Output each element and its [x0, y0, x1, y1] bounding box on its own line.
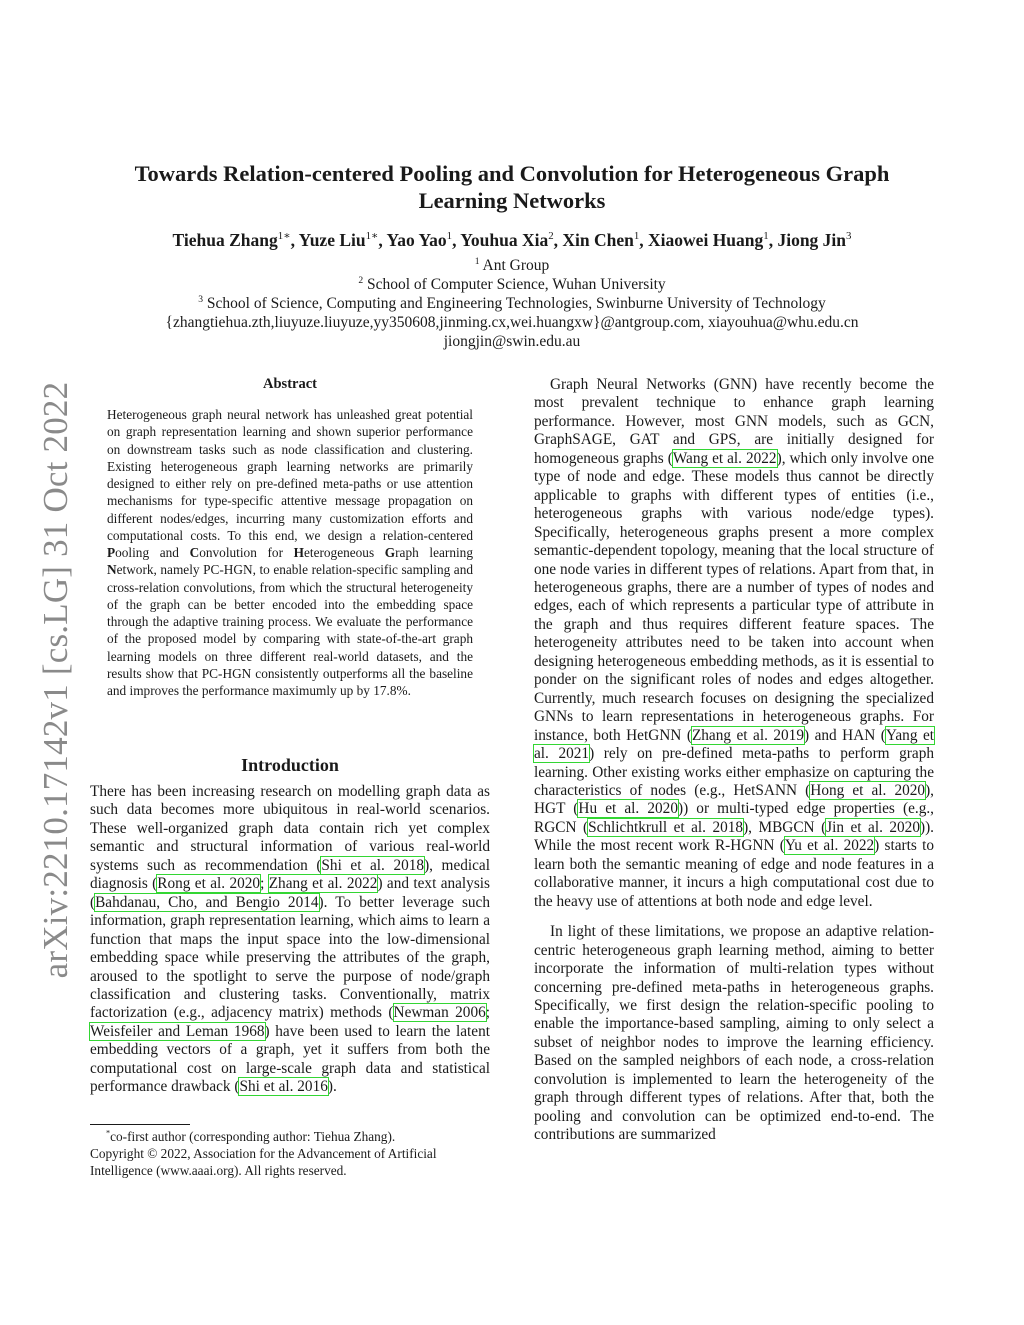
- footnote-cofirst: *co-first author (corresponding author: Tiehua Zhang).: [106, 1128, 396, 1144]
- author-affiliation-mark: 1: [446, 230, 453, 243]
- paper-title: Towards Relation-centered Pooling and Convolution for Heterogeneous Graph Learning Networks: [134, 161, 890, 213]
- author-name: Youhua Xia: [460, 230, 549, 250]
- footnote-copyright: Copyright © 2022, Association for the Advancement of Artificial Intelligence (www.aaai.org). All rights reserved.: [90, 1146, 437, 1178]
- citation-link[interactable]: Zhang et al. 2022: [268, 875, 378, 893]
- author-affiliation-mark: 1∗: [365, 230, 379, 243]
- citation-link[interactable]: Wang et al. 2022: [672, 449, 777, 467]
- author-name: Xin Chen: [562, 230, 634, 250]
- acronym-letter: N: [107, 562, 117, 578]
- author-name: Yuze Liu: [298, 230, 366, 250]
- body-paragraph: There has been increasing research on modelling graph data as such data becomes more ubiquitous in real-world scenarios. These well-organized graph data contain rich yet complex semantic and structural information of various real-world systems such as recommendation (Shi et al. 2018), medical diagnosis (Rong et al. 2020; Zhang et al. 2022) and text analysis (Bahdanau, Cho, and Bengio 2014). To better leverage such information, graph representation learning, which aims to learn a function that maps the input space into the low-dimensional embedding space while preserving the attributes of the graph, aroused to the spotlight to serve the purpose of node/graph classification and clustering tasks. Conventionally, matrix factorization (e.g., adjacency matrix) methods (Newman 2006; Weisfeiler and Leman 1968) have been used to learn the latent embedding vectors of a graph, yet it suffers from both the computational cost on large-scale graph data and statistical performance drawback (Shi et al. 2016).: [90, 783, 491, 1096]
- left-column-text: [90, 783, 490, 1097]
- acronym-letter: H: [293, 545, 304, 560]
- arxiv-stamp: arXiv:2210.17142v1 [cs.LG] 31 Oct 2022: [36, 381, 75, 979]
- author-affiliation-mark: 2: [548, 230, 554, 243]
- citation-link[interactable]: Weisfeiler and Leman 1968: [90, 1022, 265, 1040]
- email-line-2: jiongjin@swin.edu.au: [443, 333, 581, 350]
- author-affiliation-mark: 1: [763, 230, 769, 243]
- citation-link[interactable]: Shi et al. 2018: [321, 856, 425, 874]
- abstract-heading: Abstract: [263, 376, 317, 392]
- citation-link[interactable]: Rong et al. 2020: [157, 875, 261, 893]
- citation-link[interactable]: Bahdanau, Cho, and Bengio 2014: [95, 893, 319, 911]
- citation-link[interactable]: Yu et al. 2022: [784, 837, 875, 855]
- acronym-letter: C: [189, 545, 200, 560]
- author-affiliation-mark: 1∗: [277, 230, 291, 243]
- author-name: Xiaowei Huang: [648, 230, 764, 250]
- citation-link[interactable]: Hu et al. 2020: [578, 800, 678, 818]
- author-affiliation-mark: 1: [633, 230, 640, 243]
- affiliation-3: $^3$ School of Science, Computing and Engineering Technologies, Swinburne University of Technology: [198, 293, 826, 312]
- citation-link[interactable]: Shi et al. 2016: [239, 1078, 328, 1096]
- acronym-letter: P: [107, 545, 116, 560]
- acronym-letter: G: [384, 545, 396, 560]
- abstract-body: Heterogeneous graph neural network has unleashed great potential on graph representation learning and shown superior performance on downstream tasks such as node classification and clustering. Existing heterogeneous graph learning networks are primarily designed to either rely on pre-defined meta-paths or use attention mechanisms for type-specific attentive message propagation on different nodes/edges, incurring many customization efforts and computational costs. To this end, we design a relation-centered Pooling and Convolution for Heterogeneous Graph learning Network, namely PC-HGN, to enable relation-specific sampling and cross-relation convolutions, from which the structural heterogeneity of the graph can be better encoded into the embedding space through the adaptive training process. We evaluate the performance of the proposed model by comparing with state-of-the-art graph learning models on three different real-world datasets, and the results show that PC-HGN consistently outperforms all the baseline and improves the performance maximumly up by 17.8%.: [107, 407, 473, 698]
- footnotes: [90, 1128, 490, 1179]
- citation-link[interactable]: Hong et al. 2020: [810, 781, 926, 799]
- author-name: Tiehua Zhang: [172, 230, 278, 250]
- citation-link[interactable]: Yang et al. 2021: [534, 726, 935, 763]
- citation-link[interactable]: Zhang et al. 2019: [691, 726, 804, 744]
- body-paragraph: Graph Neural Networks (GNN) have recently become the most prevalent technique to enhance graph learning performance. However, most GNN models, such as GCN, GraphSAGE, GAT and GPS, are initially designed for homogeneous graphs (Wang et al. 2022), which only involve one type of node and edge. These models thus cannot be directly applicable to graphs with different types of entities (i.e., heterogeneous graphs with various node/edge types). Specifically, heterogeneous graphs present a more complex semantic-dependent topology, meaning that the local structure of one node varies in different types of relations. Apart from that, in heterogeneous graphs, there are a number of types of nodes and edges, each of which represents a particular type of attribute in the graph and thus requires different feature spaces. The heterogeneity attributes need to be taken into account when designing heterogeneous embedding methods, as it is essential to ponder on the significant roles of nodes and edges altogether. Currently, much research focuses on designing the specialized GNNs to learn representations in heterogeneous graphs. For instance, both HetGNN (Zhang et al. 2019) and HAN (Yang et al. 2021) rely on pre-defined meta-paths to perform graph learning. Other existing works either emphasize on capturing the characteristics of nodes (e.g., HetSANN (Hong et al. 2020), HGT (Hu et al. 2020)) or multi-typed edge properties (e.g., RGCN (Schlichtkrull et al. 2018), MBGCN (Jin et al. 2020)). While the most recent work R-HGNN (Yu et al. 2022) starts to learn both the semantic meaning of edge and node features in a collaborative manner, it incurs a high computational cost due to the heavy use of attentions at both node and edge level.: [534, 376, 935, 910]
- citation-link[interactable]: Newman 2006: [393, 1004, 486, 1022]
- citation-link[interactable]: Jin et al. 2020: [826, 818, 920, 836]
- email-line-1: {zhangtiehua.zth,liuyuze.liuyuze,yy350608,jinming.cx,wei.huangxw}@antgroup.com, xiayouhua@whu.edu.cn: [165, 314, 859, 331]
- affiliation-2: $^2$ School of Computer Science, Wuhan University: [358, 274, 666, 293]
- affiliations: [100, 256, 924, 351]
- citation-link[interactable]: Schlichtkrull et al. 2018: [588, 818, 744, 836]
- introduction-heading: Introduction: [241, 755, 339, 775]
- author-name: Jiong Jin: [777, 230, 847, 250]
- affiliation-1: $^1$ Ant Group: [474, 255, 550, 274]
- author-affiliation-mark: 3: [846, 230, 852, 243]
- author-list: Tiehua Zhang$^{1∗}$, Yuze Liu$^{1∗}$, Yao Yao$^1$, Youhua Xia$^2$, Xin Chen$^1$, Xiaowei Huang$^1$, Jiong Jin$^3$: [172, 230, 852, 250]
- footnote-rule: [90, 1124, 190, 1125]
- author-name: Yao Yao: [386, 230, 447, 250]
- right-column-text: [534, 376, 934, 1145]
- body-paragraph: In light of these limitations, we propose an adaptive relation-centric heterogeneous graph learning method, aiming to better incorporate the information of multi-relation types without concerning pre-defined meta-paths in heterogeneous graphs. Specifically, we first design the relation-specific pooling to enable the importance-based sampling, aiming to only select a subset of neighbor nodes to improve the learning efficiency. Based on the sampled neighbors of each node, a cross-relation convolution is implemented to learn the heterogeneity of the graph through different types of relations. After that, both the pooling and convolution can be optimized end-to-end. The contributions are summarized: [534, 923, 934, 1144]
